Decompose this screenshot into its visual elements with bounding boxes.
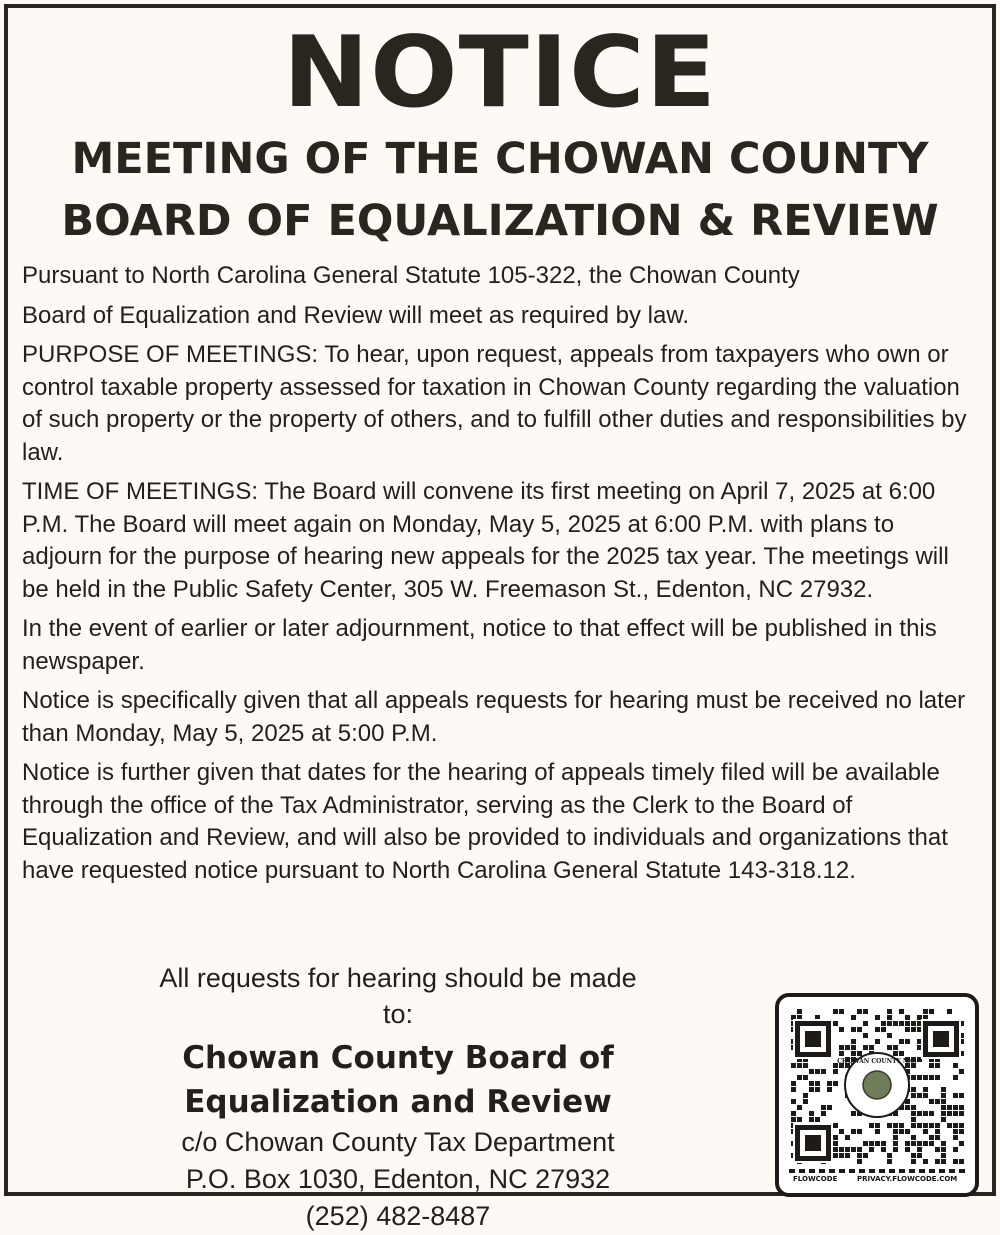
qr-label-flowcode: FLOWCODE — [793, 1175, 838, 1183]
paragraph-hearing-dates: Notice is further given that dates for the hearing of appeals timely filed will be available through the office of the Tax Administrator, serving as the Clerk to the Board of Equalization and Review, and will also be provided to individuals and organizations that have requested notice pursuant to North Carolina General Statute 143-318.12. — [22, 759, 948, 884]
qr-code[interactable] — [775, 993, 979, 1197]
paragraph-purpose: PURPOSE OF MEETINGS: To hear, upon request, appeals from taxpayers who own or control taxable property assessed for taxation in Chowan County regarding the valuation of such property or the property of others, and to fulfill other duties and responsibilities by law. — [22, 341, 967, 466]
org-line-1: Chowan County Board of — [182, 1040, 614, 1076]
notice-frame — [4, 4, 996, 1231]
contact-block — [148, 960, 648, 1235]
paragraph-time: TIME OF MEETINGS: The Board will convene its first meeting on April 7, 2025 at 6:00 P.M. The Board will meet again on Monday, May 5, 2025 at 6:00 P.M. with plans to adjourn for the purpose of hearing new appeals for the 2025 tax year. The meetings will be held in the Public Safety Center, 305 W. Freemason St., Edenton, NC 27932. — [22, 478, 949, 603]
subtitle-line-2: BOARD OF EQUALIZATION & REVIEW — [61, 196, 939, 246]
qr-pattern — [787, 1005, 967, 1175]
seal-text: CHOWAN COUNTY N.C. — [837, 1058, 917, 1065]
org-line-2: Equalization and Review — [184, 1084, 612, 1120]
subtitle-line-1: MEETING OF THE CHOWAN COUNTY — [71, 134, 929, 184]
qr-label-privacy: PRIVACY.FLOWCODE.COM — [857, 1175, 958, 1183]
notice-body — [8, 260, 992, 887]
contact-organization — [148, 1036, 648, 1124]
notice-title: NOTICE — [282, 16, 718, 130]
contact-lead: All requests for hearing should be made to: — [159, 963, 637, 1029]
paragraph-statute: Pursuant to North Carolina General Statute 105-322, the Chowan County — [22, 262, 800, 289]
contact-address-line-2: P.O. Box 1030, Edenton, NC 27932 — [185, 1164, 611, 1194]
paragraph-board: Board of Equalization and Review will meet as required by law. — [22, 301, 690, 329]
notice-subtitle — [8, 128, 992, 252]
contact-phone: (252) 482-8487 — [305, 1201, 491, 1231]
contact-address-line-1: c/o Chowan County Tax Department — [181, 1127, 615, 1157]
paragraph-deadline: Notice is specifically given that all appeals requests for hearing must be received no later than Monday, May 5, 2025 at 5:00 P.M. — [22, 687, 966, 747]
paragraph-adjournment: In the event of earlier or later adjournment, notice to that effect will be published in this newspaper. — [22, 615, 937, 675]
